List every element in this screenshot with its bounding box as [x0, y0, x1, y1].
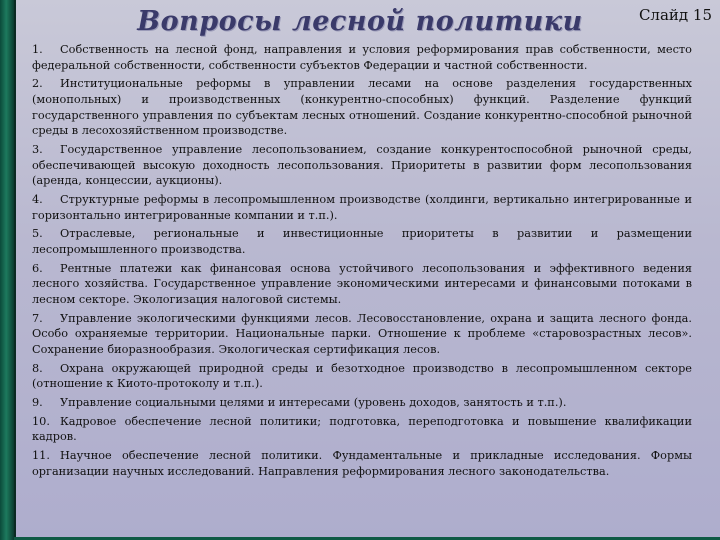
slide-number: Слайд 15: [638, 6, 712, 24]
list-item: [32, 226, 692, 257]
item-number: 1.: [32, 43, 43, 56]
item-text: Управление социальными целями и интересами (уровень доходов, занятость и т.п.).: [60, 395, 567, 409]
list-item: [32, 311, 692, 358]
left-decorative-bar: [0, 0, 14, 540]
item-number: 5.: [32, 227, 43, 241]
item-number: 6.: [32, 261, 43, 275]
slide-title: Вопросы лесной политики: [137, 6, 583, 37]
content-list: [32, 42, 692, 483]
item-number: 10.: [32, 414, 50, 428]
list-item: [32, 414, 692, 445]
item-text: Рентные платежи как финансовая основа устойчивого лесопользования и эффективного ведения лесного хозяйства. Государственное управление экономическими интересами и финансовыми потоками в лесном секторе. Экологизация налоговой системы.: [32, 261, 692, 306]
item-text: Отраслевые, региональные и инвестиционные приоритеты в развитии и размещении лесопромышленного производства.: [32, 227, 692, 256]
list-item: [32, 76, 692, 138]
item-text: Кадровое обеспечение лесной политики; подготовка, переподготовка и повышение квалификации кадров.: [32, 414, 692, 444]
item-text: Управление экологическими функциями лесов. Лесовосстановление, охрана и защита лесного фонда. Особо охраняемые территории. Национальные парки. Отношение к проблеме «старовозрастных лесов». Сохранение биоразнообразия. Экологическая сертификация лесов.: [32, 311, 692, 356]
list-item: [32, 448, 692, 479]
item-number: 9.: [32, 395, 43, 409]
item-number: 3.: [32, 142, 43, 156]
list-item: [32, 192, 692, 223]
list-item: [32, 261, 692, 308]
item-text: Государственное управление лесопользованием, создание конкурентоспособной рыночной среды, обеспечивающей высокую доходность лесопользования. Приоритеты в развитии форм лесопользования (аренда, концессии, аукционы).: [32, 142, 692, 188]
item-number: 4.: [32, 192, 43, 206]
item-text: Научное обеспечение лесной политики. Фундаментальные и прикладные исследования. Формы организации научных исследований. Направления реформирования лесного законодательства.: [32, 449, 692, 478]
list-item: [32, 395, 692, 411]
item-text: Собственность на лесной фонд, направления и условия реформирования прав собственности, место федеральной собственности, собственности субъектов Федерации и частной собственности.: [32, 43, 692, 72]
item-number: 7.: [32, 311, 43, 325]
item-number: 11.: [32, 449, 50, 463]
item-text: Институциональные реформы в управлении лесами на основе разделения государственных (монопольных) и производственных (конкурентно-способных) функций. Разделение функций государственного управления по субъектам лесных отношений. Создание конкурентно-способной рыночной среды в лесохозяйственном производстве.: [32, 77, 692, 138]
item-text: Структурные реформы в лесопромышленном производстве (холдинги, вертикально интегрированные и горизонтально интегрированные компании и т.п.).: [32, 192, 692, 222]
list-item: [32, 42, 692, 73]
item-number: 8.: [32, 361, 43, 375]
item-number: 2.: [32, 77, 43, 91]
list-item: [32, 361, 692, 392]
item-text: Охрана окружающей природной среды и безотходное производство в лесопромышленном секторе (отношение к Киото-протоколу и т.п.).: [32, 361, 692, 391]
list-item: [32, 142, 692, 189]
